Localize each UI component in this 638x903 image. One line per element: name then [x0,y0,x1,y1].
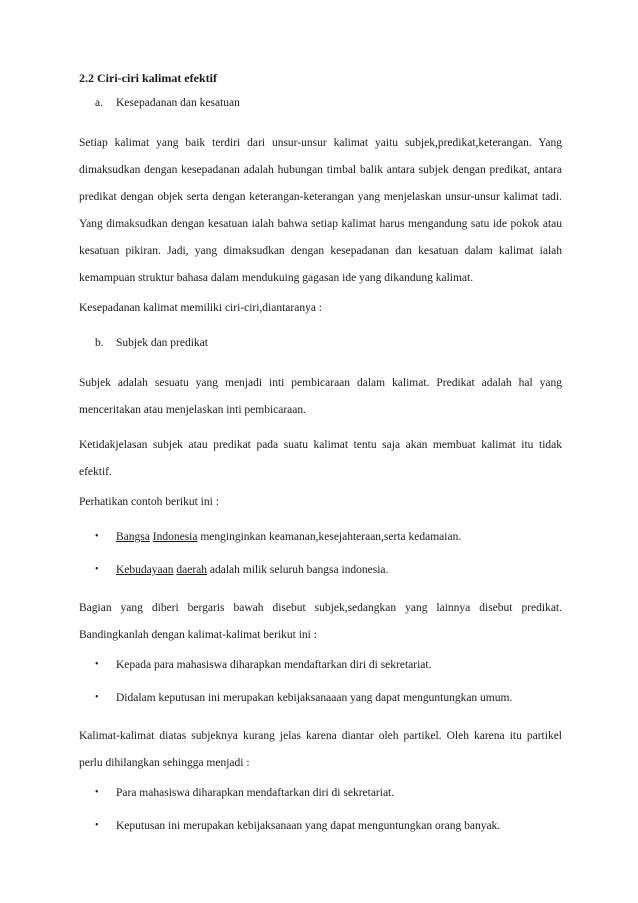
predicate-text: menginginkan keamanan,kesejahteraan,serta kedamaian. [197,531,462,543]
paragraph-partikel: Kalimat-kalimat diatas subjeknya kurang jelas karena diantar oleh partikel. Oleh karena itu partikel perlu dihilangkan sehingga menjadi : [79,730,562,769]
bullet-icon: • [95,787,99,798]
list-item [95,818,562,834]
list-item [95,657,562,673]
bullet-icon: • [95,564,99,575]
bullet-icon: • [95,531,99,542]
list-item [95,785,562,801]
underlined-subject: Kebudayaan [116,564,174,576]
example-sentence: Para mahasiswa diharapkan mendaftarkan diri di sekretariat. [116,787,395,799]
bullet-icon: • [95,692,99,703]
example-sentence: Kepada para mahasiswa diharapkan mendaftarkan diri di sekretariat. [116,659,432,671]
paragraph-bergaris-bawah: Bagian yang diberi bergaris bawah disebut subjek,sedangkan yang lainnya disebut predikat. Bandingkanlah dengan kalimat-kalimat berikut ini : [79,602,562,641]
example-list-2 [79,657,562,706]
bullet-icon: • [95,659,99,670]
list-item-a-text: Kesepadanan dan kesatuan [116,97,240,109]
section-heading: 2.2 Ciri-ciri kalimat efektif [79,71,217,85]
list-marker-b: b. [95,337,104,349]
list-item [95,562,562,578]
example-sentence [116,529,461,545]
example-sentence [116,562,388,578]
example-list-1 [79,529,562,578]
bullet-icon: • [95,820,99,831]
example-sentence: Didalam keputusan ini merupakan kebijaksanaaan yang dapat menguntungkan umum. [116,692,513,704]
list-item-a [95,95,562,111]
underlined-subject: Indonesia [152,531,198,543]
list-item [95,529,562,545]
document-page [79,70,562,851]
paragraph-ketidakjelasan: Ketidakjelasan subjek atau predikat pada suatu kalimat tentu saja akan membuat kalimat itu tidak efektif. [79,439,562,478]
paragraph-subjek-predikat: Subjek adalah sesuatu yang menjadi inti pembicaraan dalam kalimat. Predikat adalah hal yang menceritakan atau menjelaskan inti pembicaraan. [79,377,562,416]
example-sentence: Keputusan ini merupakan kebijaksanaan yang dapat menguntungkan orang banyak. [116,820,501,832]
predicate-text: adalah milik seluruh bangsa indonesia. [207,564,389,576]
paragraph-ciri: Kesepadanan kalimat memiliki ciri-ciri,diantaranya : [79,302,322,314]
underlined-subject: daerah [176,564,208,576]
underlined-subject: Bangsa [116,531,150,543]
list-marker-a: a. [95,97,103,109]
example-list-3 [79,785,562,834]
list-item-b-text: Subjek dan predikat [116,337,208,349]
paragraph-kesepadanan: Setiap kalimat yang baik terdiri dari unsur-unsur kalimat yaitu subjek,predikat,keterangan. Yang dimaksudkan dengan kesepadanan adalah hubungan timbal balik antara subjek dengan predikat, antara predikat dengan objek serta dengan keterangan-keterangan yang menjelaskan unsur-unsur kalimat tadi. Yang dimaksudkan dengan kesatuan ialah bahwa setiap kalimat harus mengandung satu ide pokok atau kesatuan pikiran. Jadi, yang dimaksudkan dengan kesepadanan dan kesatuan dalam kalimat ialah kemampuan struktur bahasa dalam mendukuing gagasan ide yang dikandung kalimat. [79,137,562,284]
paragraph-contoh: Perhatikan contoh berikut ini : [79,496,219,508]
list-item-b [95,335,562,351]
list-item [95,690,562,706]
